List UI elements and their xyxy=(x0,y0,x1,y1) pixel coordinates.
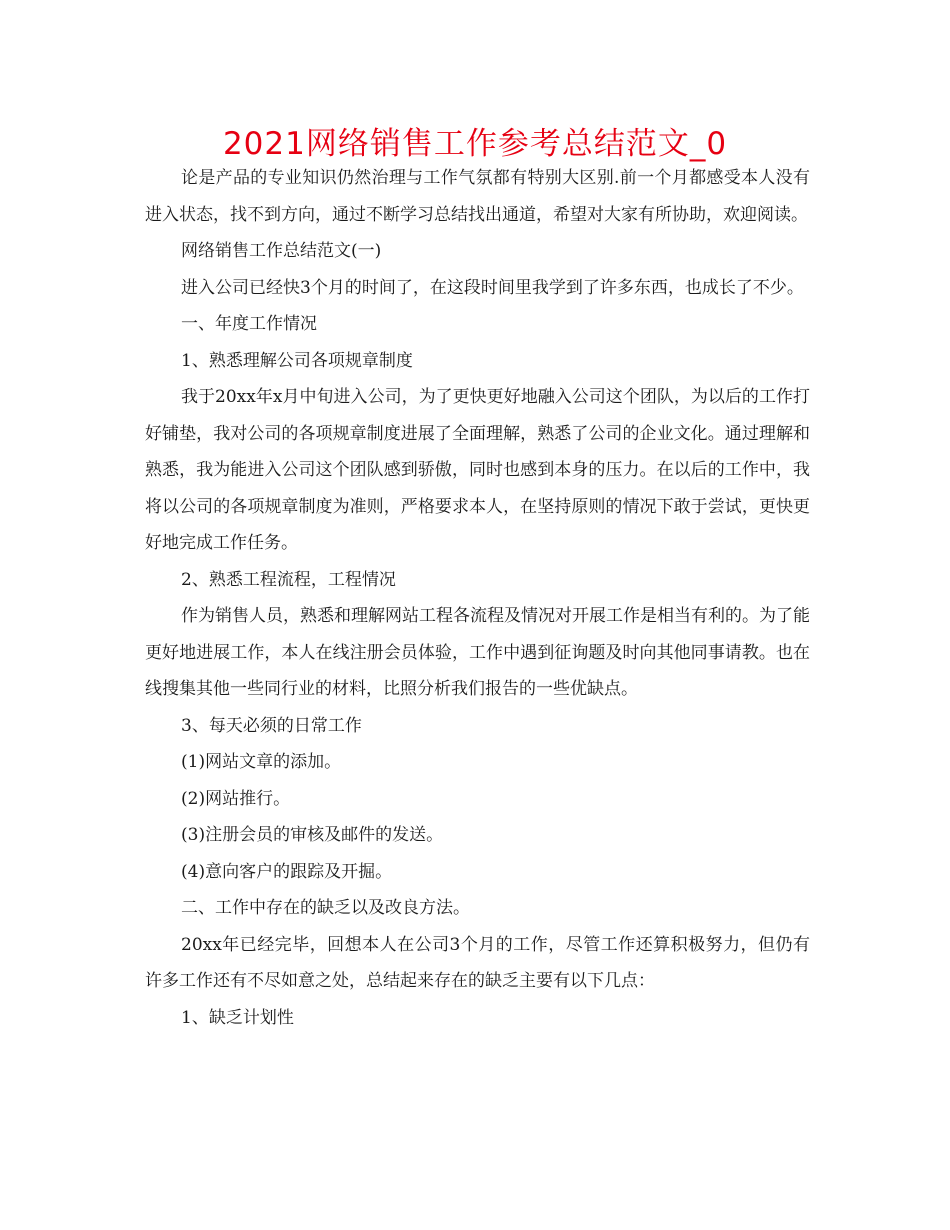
paragraph: 作为销售人员，熟悉和理解网站工程各流程及情况对开展工作是相当有利的。为了能更好地进展工作，本人在线注册会员体验，工作中遇到征询题及时向其他同事请教。也在线搜集其他一些同行业的材料，比照分析我们报告的一些优缺点。 xyxy=(145,606,810,699)
list-item: (2)网站推行。 xyxy=(181,788,291,809)
paragraph: 进入公司已经快3个月的时间了，在这段时间里我学到了许多东西，也成长了不少。 xyxy=(181,277,804,298)
list-item: (4)意向客户的跟踪及开掘。 xyxy=(181,861,393,882)
paragraph: 20xx年已经完毕，回想本人在公司3个月的工作，尽管工作还算积极努力，但仍有许多工作还有不尽如意之处，总结起来存在的缺乏主要有以下几点： xyxy=(145,934,810,991)
document-title: 2021网络销售工作参考总结范文_0 xyxy=(222,126,728,162)
subsection-heading: 1、熟悉理解公司各项规章制度 xyxy=(181,350,413,371)
list-item: (3)注册会员的审核及邮件的发送。 xyxy=(181,825,444,845)
paragraph-intro: 论是产品的专业知识仍然治理与工作气氛都有特别大区别.前一个月都感受本人没有进入状态，找不到方向，通过不断学习总结找出通道，希望对大家有所协助，欢迎阅读。 xyxy=(145,168,810,225)
subsection-heading: 2、熟悉工程流程，工程情况 xyxy=(181,569,396,590)
subsection-heading: 3、每天必须的日常工作 xyxy=(181,715,362,736)
section-heading: 二、工作中存在的缺乏以及改良方法。 xyxy=(181,898,470,918)
list-item: (1)网站文章的添加。 xyxy=(181,752,342,772)
section-heading: 一、年度工作情况 xyxy=(181,314,317,334)
paragraph: 我于20xx年x月中旬进入公司，为了更快更好地融入公司这个团队，为以后的工作打好铺垫，我对公司的各项规章制度进展了全面理解，熟悉了公司的企业文化。通过理解和熟悉，我为能进入公司这个团队感到骄傲，同时也感到本身的压力。在以后的工作中，我将以公司的各项规章制度为准则，严格要求本人，在坚持原则的情况下敢于尝试，更快更好地完成工作任务。 xyxy=(145,387,810,553)
subsection-heading: 1、缺乏计划性 xyxy=(181,1007,294,1028)
section-heading: 网络销售工作总结范文(一) xyxy=(181,241,382,261)
document-body xyxy=(145,160,810,1036)
